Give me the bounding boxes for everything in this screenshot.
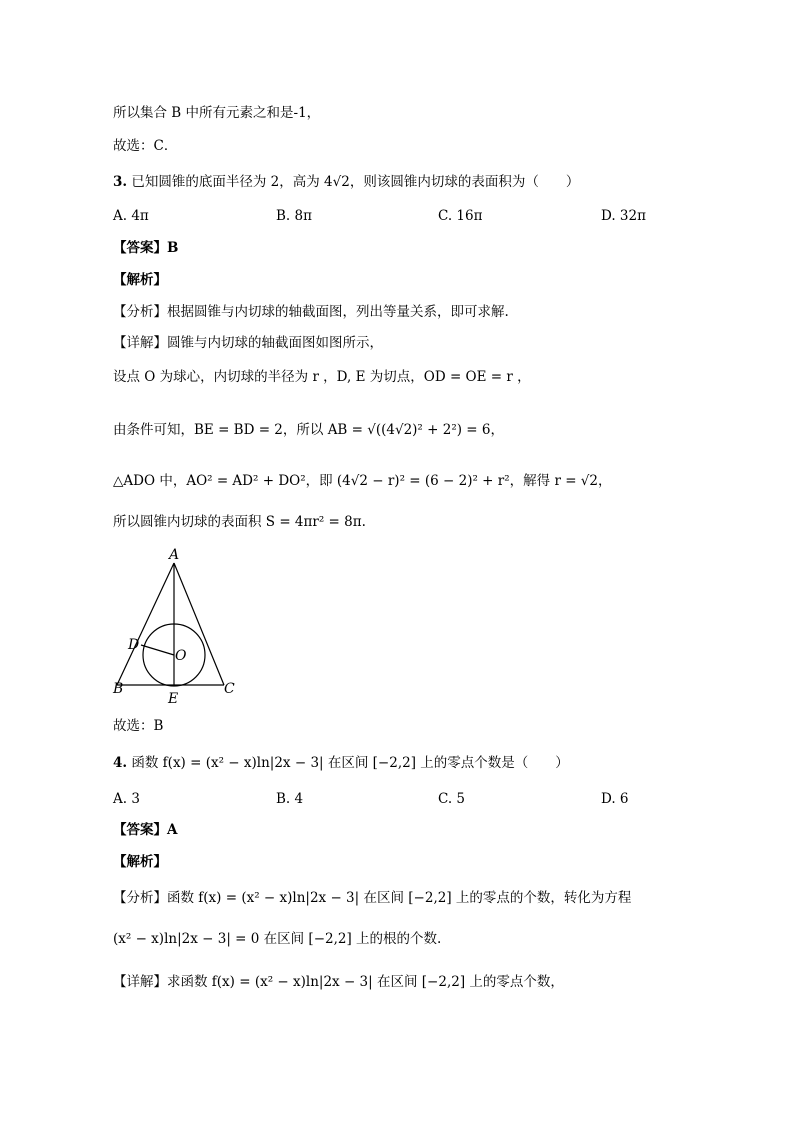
analysis-label: 【解析】 [113,272,167,288]
answer-label: 【答案】B [113,240,179,256]
q4-option-a: A. 3 [113,791,140,807]
choose-b: 故选：B [113,718,164,734]
label-a: A [169,547,180,563]
label-c: C [224,681,235,697]
label-o: O [175,648,187,664]
q4-option-d: D. 6 [601,791,629,807]
text-line-choose-c: 故选：C． [113,138,178,154]
label-d: D [128,637,140,653]
detail-ado: △ADO 中，AO² = AD² + DO²，即 (4√2 − r)² = (6 − 2)² + r²，解得 r = √2， [113,473,612,489]
detail-o-center: 设点 O 为球心，内切球的半径为 r ，D, E 为切点，OD = OE = r ， [113,369,531,385]
detail4-text: 【详解】求函数 f(x) = (x² − x)ln|2x − 3| 在区间 [−2,2] 上的零点个数， [113,974,564,990]
cone-incircle-figure [108,545,243,705]
option-c: C. 16π [438,208,483,224]
question-3 [113,172,579,192]
option-d: D. 32π [601,208,646,224]
analysis4-text-b: (x² − x)ln|2x − 3| = 0 在区间 [−2,2] 上的根的个数. [113,931,442,947]
analysis4-text-a: 【分析】函数 f(x) = (x² − x)ln|2x − 3| 在区间 [−2,2] 上的零点的个数，转化为方程 [113,890,632,906]
answer4-label: 【答案】A [113,822,178,838]
label-b: B [113,681,124,697]
label-e: E [168,691,179,705]
question-number: 3. [113,174,128,190]
radius-od [141,645,174,655]
q4-option-c: C. 5 [438,791,466,807]
analysis4-label: 【解析】 [113,854,167,870]
option-a: A. 4π [113,208,149,224]
analysis-text: 【分析】根据圆锥与内切球的轴截面图，列出等量关系，即可求解. [113,304,509,320]
detail-surface-area: 所以圆锥内切球的表面积 S = 4πr² = 8π. [113,514,366,530]
question-number: 4. [113,755,128,771]
edge-ac [174,563,224,685]
detail-text: 【详解】圆锥与内切球的轴截面图如图所示， [113,335,383,351]
question-text: 已知圆锥的底面半径为 2，高为 4√2，则该圆锥内切球的表面积为（ ） [131,174,580,190]
question-text: 函数 f(x) = (x² − x)ln|2x − 3| 在区间 [−2,2] 上的零点个数是（ ） [131,755,569,771]
question-4 [113,753,569,773]
detail-be-bd: 由条件可知，BE = BD = 2，所以 AB = √((4√2)² + 2²) = 6， [113,422,504,438]
text-line-set-sum: 所以集合 B 中所有元素之和是-1， [113,105,321,121]
option-b: B. 8π [276,208,312,224]
q4-option-b: B. 4 [276,791,304,807]
